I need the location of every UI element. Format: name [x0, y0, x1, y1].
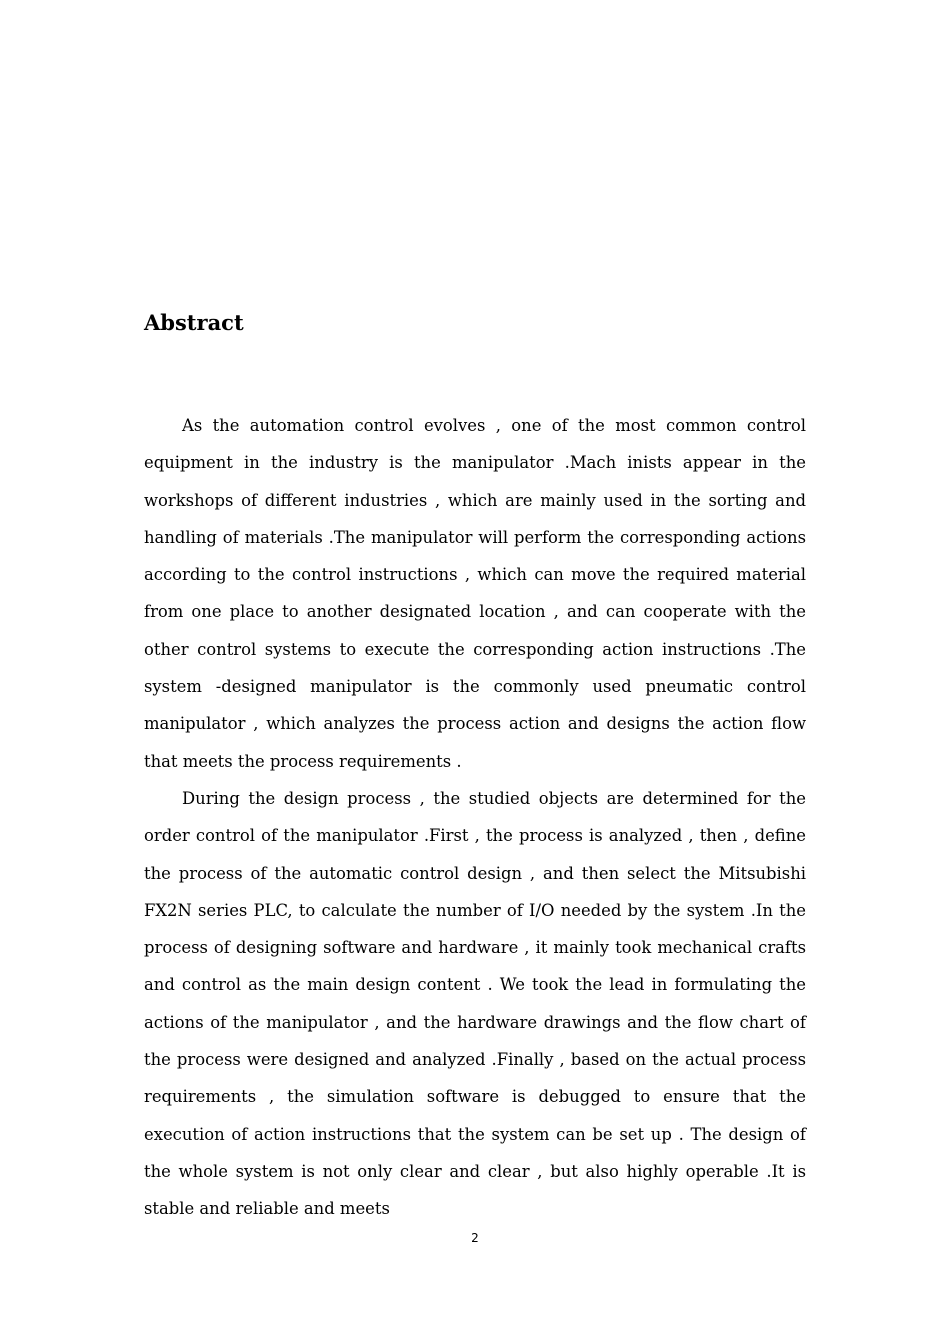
abstract-paragraph-2: During the design process , the studied objects are determined for the order control of the manipulator .First , the process is analyzed , then , define the process of the automatic control design , and then select the Mitsubishi FX2N series PLC, to calculate the number of I/O needed by the system .In the process of designing software and hardware , it mainly took mechanical crafts and control as the main design content . We took the lead in formulating the actions of the manipulator , and the hardware drawings and the flow chart of the process were designed and analyzed .Finally , based on the actual process requirements , the simulation software is debugged to ensure that the execution of action instructions that the system can be set up . The design of the whole system is not only clear and clear , but also highly operable .It is stable and reliable and meets	[144, 788, 806, 1219]
page-number: 2	[471, 1231, 479, 1245]
abstract-heading: Abstract	[144, 310, 244, 335]
abstract-paragraph-1: As the automation control evolves , one of the most common control equipment in the industry is the manipulator .Mach inists appear in the workshops of different industries , which are mainly used in the sorting and handling of materials .The manipulator will perform the corresponding actions according to the control instructions , which can move the required material from one place to another designated location , and can cooperate with the other control systems to execute the corresponding action instructions .The system -designed manipulator is the commonly used pneumatic control manipulator , which analyzes the process action and designs the action flow that meets the process requirements .	[144, 416, 806, 771]
abstract-body	[144, 407, 806, 1228]
